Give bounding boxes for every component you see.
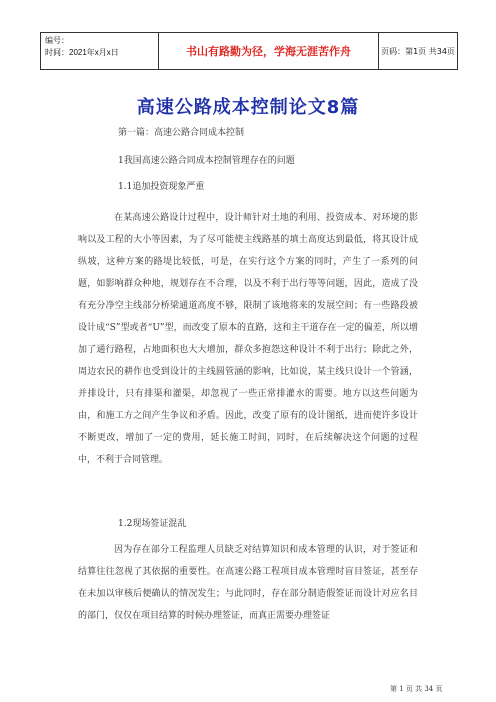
number-label: 编号： bbox=[45, 36, 69, 45]
section-heading-1-2: 1.2现场签证混乱 bbox=[118, 519, 187, 529]
paragraph-1: 在某高速公路设计过程中，设计师针对土地的利用、投资成本、对环境的影响以及工程的大小等因素，为了尽可能使主线路基的填土高度达到最低，将其设计成纵坡，这种方案的路堤比较低，可是，在实行这个方案的同时，产生了一系列的问题，如影响群众种地，规划存在不合理，以及不利于出行等等问题，因此，造成了没有充分净空主线部分桥梁通道高度不够，限制了该地将来的发展空间；有一些路段被设计成“S”型或者“U”型，而改变了原本的直路，这和主干道存在一定的偏差，所以增加了通行路程，占地面积也大大增加，群众多抱怨这种设计不利于出行；除此之外，周边农民的耕作也受到设计的主线圆管涵的影响，比如说，某主线只设计一个管涵，并排设计，只有排渠和灌渠，却忽视了一些正常排灌水的需要。地方以这些问题为由，和施工方之间产生争议和矛盾。因此，改变了原有的设计图纸，进而使许多设计不断更改，增加了一定的费用，延长施工时间，同时，在后续解决这个问题的过程中，不利于合同管理。 bbox=[78, 213, 418, 465]
header-page-info: 页码：第1页 共34页 bbox=[381, 46, 455, 56]
section-heading-1-1: 1.1追加投资现象严重 bbox=[118, 182, 205, 192]
time-label: 时间：2021年x月x日 bbox=[45, 48, 119, 57]
header-motto: 书山有路勤为径，学海无涯苦作舟 bbox=[159, 33, 379, 69]
document-header bbox=[40, 32, 458, 70]
header-meta bbox=[41, 33, 159, 69]
subtitle: 第一篇：高速公路合同成本控制 bbox=[118, 128, 245, 138]
paragraph-2: 因为存在部分工程监理人员缺乏对结算知识和成本管理的认识，对于签证和结算往往忽视了其依据的重要性。在高速公路工程项目成本管理时盲目签证，甚至存在未加以审核后便确认的情况发生；与此同时，存在部分制造假签证而设计对应名目的部门，仅仅在项目结算的时候办理签证，而真正需要办理签证 bbox=[78, 545, 418, 621]
section-heading-1: 1我国高速公路合同成本控制管理存在的问题 bbox=[118, 156, 295, 166]
document-title: 高速公路成本控制论文8篇 bbox=[136, 97, 360, 118]
page-footer: 第 1 页 共 34 页 bbox=[390, 685, 443, 693]
